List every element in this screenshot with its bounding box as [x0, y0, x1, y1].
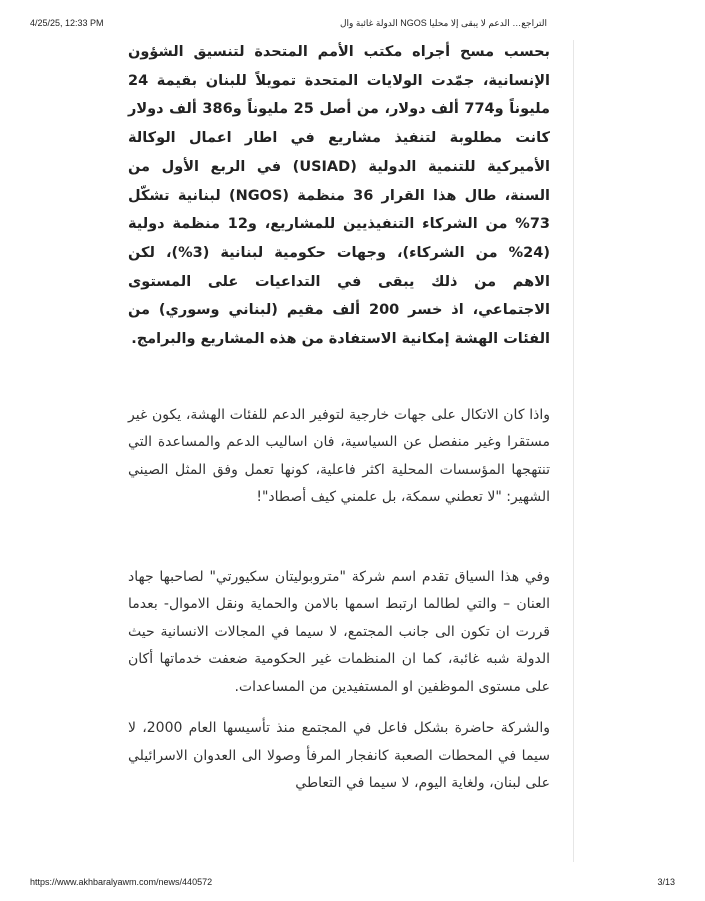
print-page-number: 3/13: [657, 877, 675, 887]
content-divider: [573, 40, 574, 862]
print-footer: [30, 877, 675, 891]
article-paragraph-2: واذا كان الاتكال على جهات خارجية لتوفير الدعم للفئات الهشة، يكون غير مستقرا وغير منفصل عن السياسية، فان اساليب الدعم والمساعدة التي تنتهجها المؤسسات المحلية اكثر فاعلية، كونها تعمل وفق المثل الصيني الشهير: "لا تعطني سمكة، بل علمني كيف أصطاد"!: [128, 406, 550, 506]
print-page-title: التراجع… الدعم لا يبقى إلا محليا NGOS الدولة غائبة وال: [340, 18, 547, 28]
print-datetime: 4/25/25, 12:33 PM: [30, 18, 104, 28]
article-paragraph-1: بحسب مسح أجراه مكتب الأمم المتحدة لتنسيق الشؤون الإنسانية، جمّدت الولايات المتحدة تمويلاً للبنان بقيمة 24 مليوناً و774 ألف دولار، من أصل 25 مليوناً و386 ألف دولار كانت مطلوبة لتنفيذ مشاريع في اطار اعمال الوكالة الأميركية للتنمية الدولية (USIAD) في الربع الأول من السنة، طال هذا القرار 36 منظمة (NGOS) لبنانية تشكّل 73% من الشركاء التنفيذيين للمشاريع، و12 منظمة دولية (24% من الشركاء)، وجهات حكومية لبنانية (3%)، لكن الاهم من ذلك يبقى في التداعيات على المستوى الاجتماعي، اذ خسر 200 ألف مقيم (لبناني وسوري) من الفئات الهشة إمكانية الاستفادة من هذه المشاريع والبرامج.: [128, 44, 551, 348]
article-paragraph-3: وفي هذا السياق تقدم اسم شركة "متروبوليتان سكيورتي" لصاحبها جهاد العنان – والتي لطالما ارتبط اسمها بالامن والحماية ونقل الاموال- بعدما قررت ان تكون الى جانب المجتمع، لا سيما في المجالات الانسانية حيث الدولة شبه غائبة، كما ان المنظمات غير الحكومية ضعفت خدماتها أكان على مستوى الموظفين او المستفيدين من المساعدات.: [128, 568, 550, 695]
article-paragraph-4: والشركة حاضرة بشكل فاعل في المجتمع منذ تأسيسها العام 2000، لا سيما في المحطات الصعبة كانفجار المرفأ وصولا الى العدوان الاسرائيلي على لبنان، ولغاية اليوم، لا سيما في التعاطي: [128, 720, 551, 792]
print-url[interactable]: https://www.akhbaralyawm.com/news/440572: [30, 877, 213, 887]
article-body: [128, 38, 550, 798]
print-header: [30, 18, 675, 32]
